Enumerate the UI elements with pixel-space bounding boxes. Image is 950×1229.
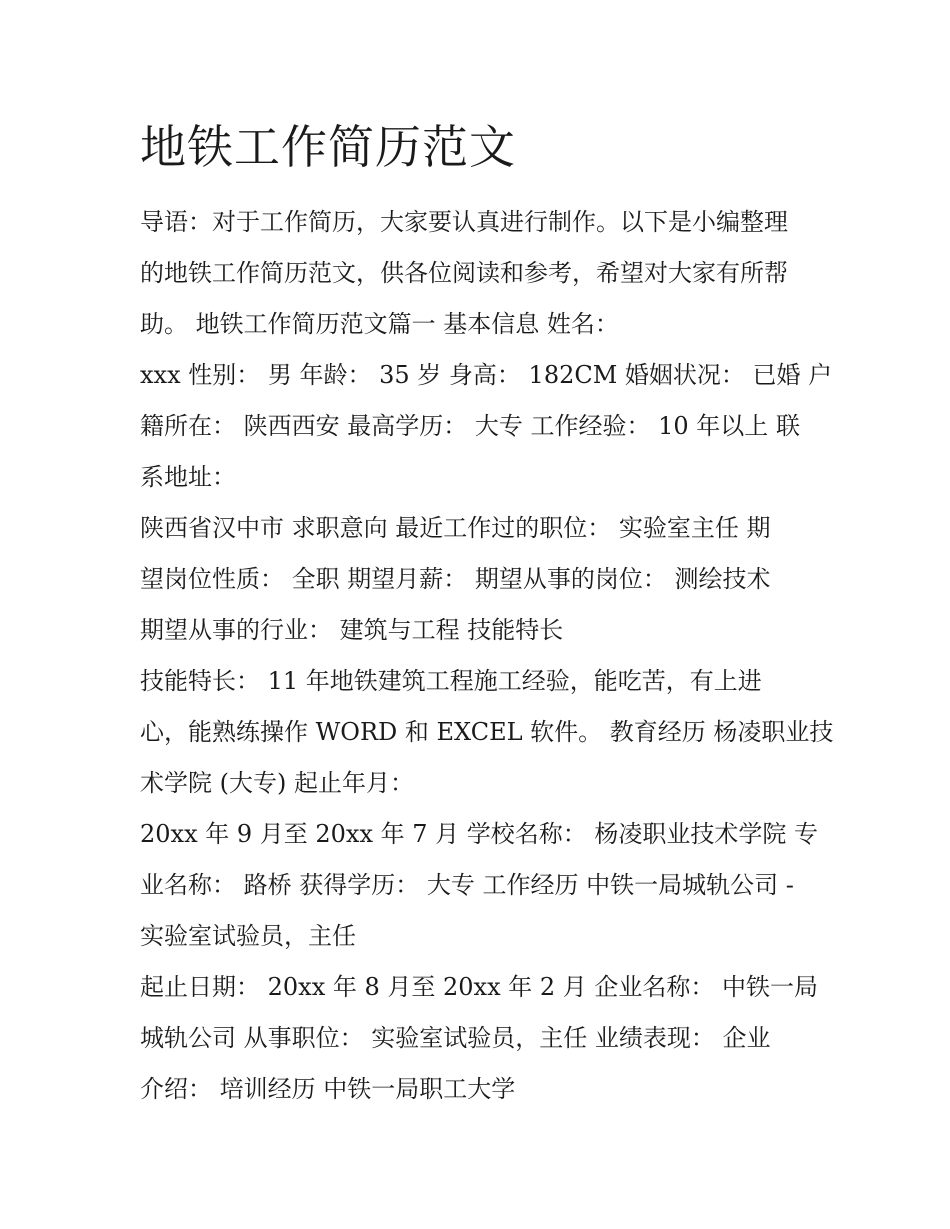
text-line: 实验室试验员，主任 xyxy=(140,922,356,950)
paragraph-intro xyxy=(140,197,820,350)
text-line: 介绍： 培训经历 中铁一局职工大学 xyxy=(140,1075,516,1103)
paragraph-skills xyxy=(140,656,834,809)
text-line: 助。 地铁工作简历范文篇一 基本信息 姓名： xyxy=(140,310,619,338)
text-line: 望岗位性质： 全职 期望月薪： 期望从事的岗位： 测绘技术 xyxy=(140,565,771,593)
text-line: 技能特长： 11 年地铁建筑工程施工经验，能吃苦，有上进 xyxy=(140,667,762,695)
paragraph-education xyxy=(140,809,820,962)
paragraph-job-intention xyxy=(140,503,820,656)
paragraph-basic-info xyxy=(140,350,833,503)
text-line: 起止日期： 20xx 年 8 月至 20xx 年 2 月 企业名称： 中铁一局 xyxy=(140,973,819,1001)
text-line: 系地址： xyxy=(140,463,236,491)
document-title: 地铁工作简历范文 xyxy=(140,120,516,174)
text-line: 20xx 年 9 月至 20xx 年 7 月 学校名称： 杨凌职业技术学院 专 xyxy=(140,820,819,848)
text-line: 的地铁工作简历范文，供各位阅读和参考，希望对大家有所帮 xyxy=(140,259,788,287)
text-line: 导语：对于工作简历，大家要认真进行制作。以下是小编整理 xyxy=(140,208,788,236)
paragraph-work-experience xyxy=(140,962,820,1115)
text-line: 陕西省汉中市 求职意向 最近工作过的职位： 实验室主任 期 xyxy=(140,514,771,542)
text-line: 城轨公司 从事职位： 实验室试验员，主任 业绩表现： 企业 xyxy=(140,1024,771,1052)
text-line: 期望从事的行业： 建筑与工程 技能特长 xyxy=(140,616,564,644)
text-line: 业名称： 路桥 获得学历： 大专 工作经历 中铁一局城轨公司 - xyxy=(140,871,794,899)
text-line: 心，能熟练操作 WORD 和 EXCEL 软件。 教育经历 杨凌职业技 xyxy=(140,718,834,746)
text-line: 术学院 (大专) 起止年月： xyxy=(140,769,414,797)
document-body xyxy=(140,197,834,1115)
text-line: 籍所在： 陕西西安 最高学历： 大专 工作经验： 10 年以上 联 xyxy=(140,412,800,440)
text-line: xxx 性别： 男 年龄： 35 岁 身高： 182CM 婚姻状况： 已婚 户 xyxy=(140,361,833,389)
